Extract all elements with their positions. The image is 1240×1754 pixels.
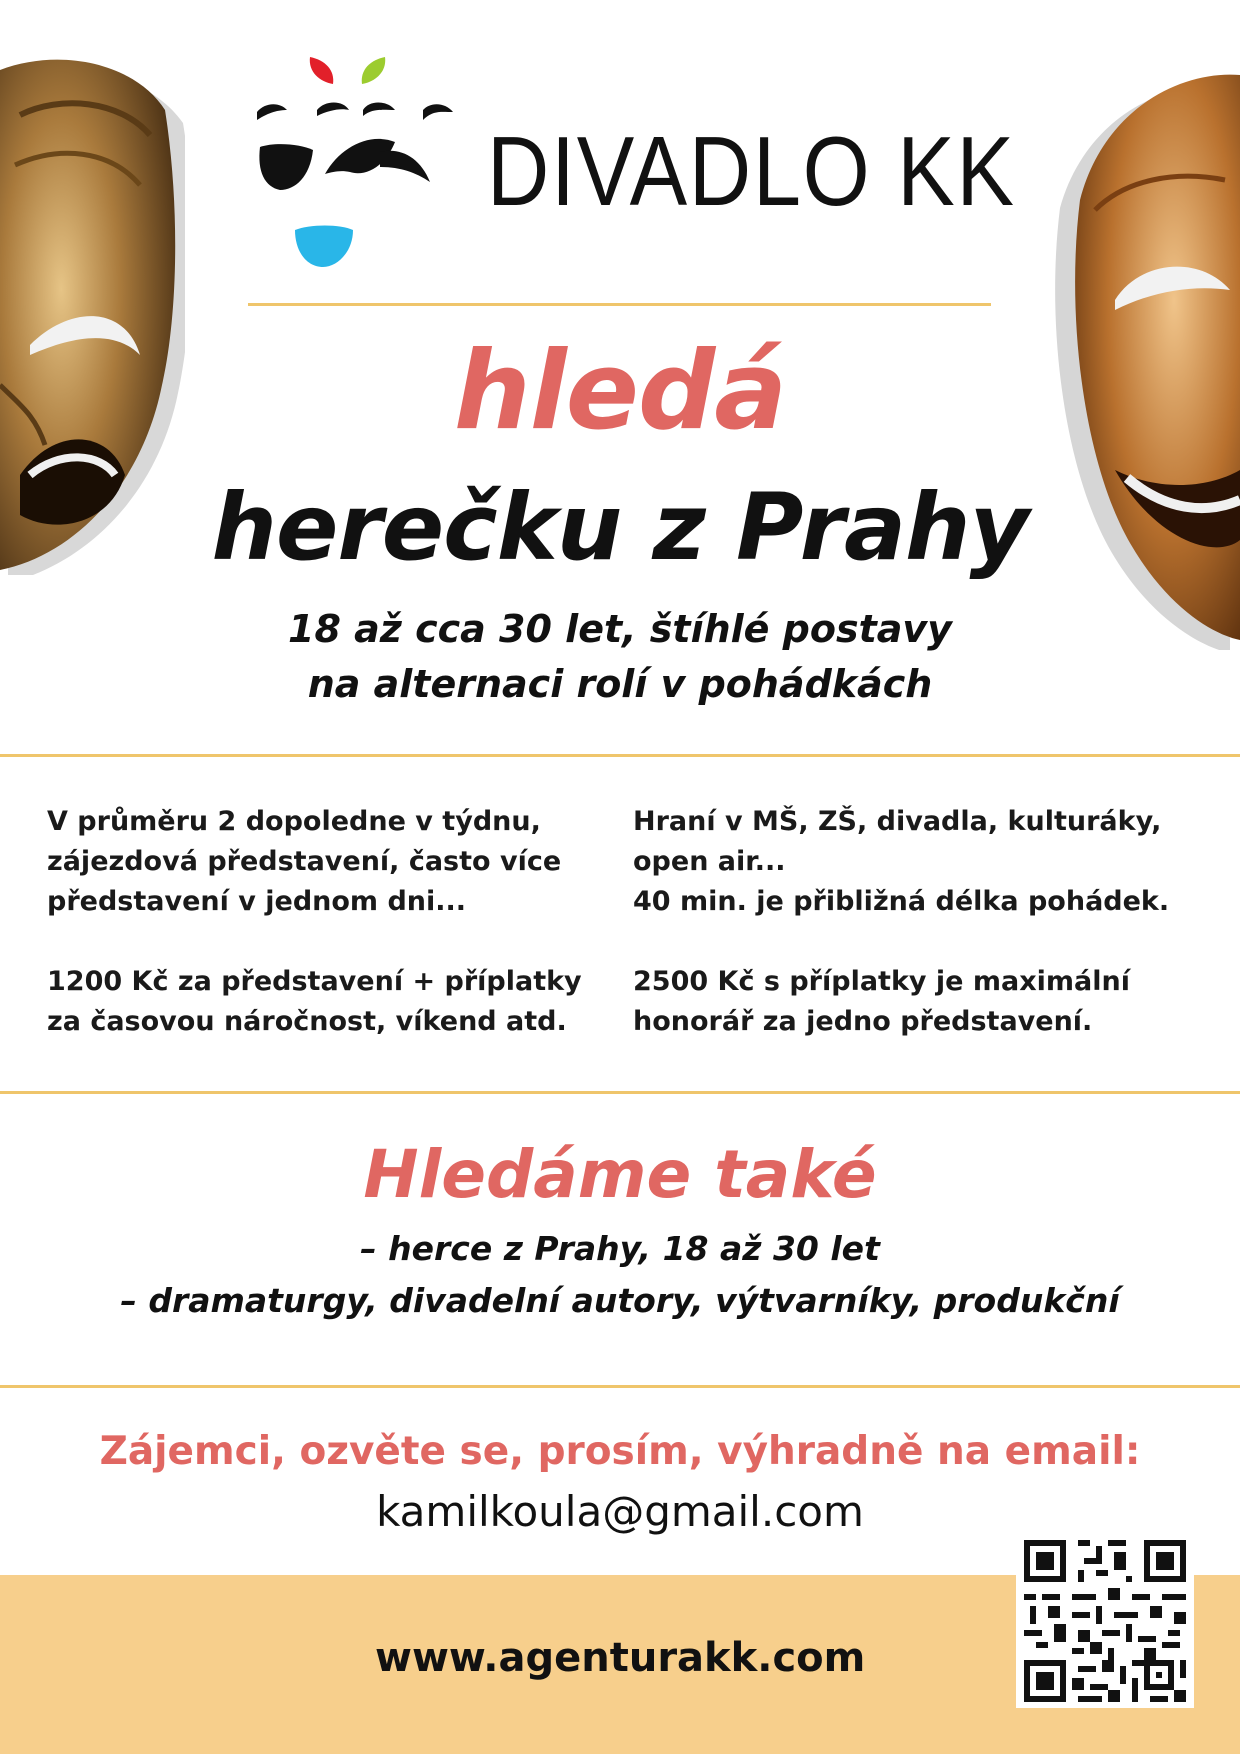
headline-main: herečku z Prahy [211, 474, 1029, 581]
details-left-2: 1200 Kč za představení + příplatky za časovou náročnost, víkend atd. [47, 966, 582, 1037]
headline-sub-2: na alternaci rolí v pohádkách [307, 662, 933, 706]
contact-email[interactable]: kamilkoula@gmail.com [376, 1487, 864, 1536]
qr-code-icon[interactable] [1016, 1534, 1194, 1708]
divider-contact-top [0, 1385, 1240, 1388]
also-line-2: – dramaturgy, divadelní autory, výtvarníky, produkční [120, 1281, 1120, 1320]
details-right-1: Hraní v MŠ, ZŠ, divadla, kulturáky, open air... 40 min. je přibližná délka pohádek. [633, 806, 1170, 917]
details-right-2: 2500 Kč s příplatky je maximální honorář za jedno představení. [633, 966, 1130, 1037]
divider-top [248, 303, 991, 306]
headline-sub-1: 18 až cca 30 let, štíhlé postavy [288, 607, 952, 651]
also-title: Hledáme také [363, 1136, 877, 1213]
also-line-1: – herce z Prahy, 18 až 30 let [360, 1229, 880, 1268]
divider-details-top [0, 754, 1240, 757]
headline-accent: hledá [453, 329, 787, 454]
logo-title: DIVADLO KK [487, 116, 1016, 226]
contact-prompt: Zájemci, ozvěte se, prosím, výhradně na email: [99, 1429, 1141, 1474]
theatre-faces-logo-icon [255, 52, 455, 274]
divider-details-bottom [0, 1091, 1240, 1094]
details-left-1: V průměru 2 dopoledne v týdnu, zájezdová představení, často více představení v jednom dni... [47, 806, 562, 917]
qr-code-graphic [1016, 1534, 1194, 1708]
website-link[interactable]: www.agenturakk.com [375, 1635, 866, 1681]
